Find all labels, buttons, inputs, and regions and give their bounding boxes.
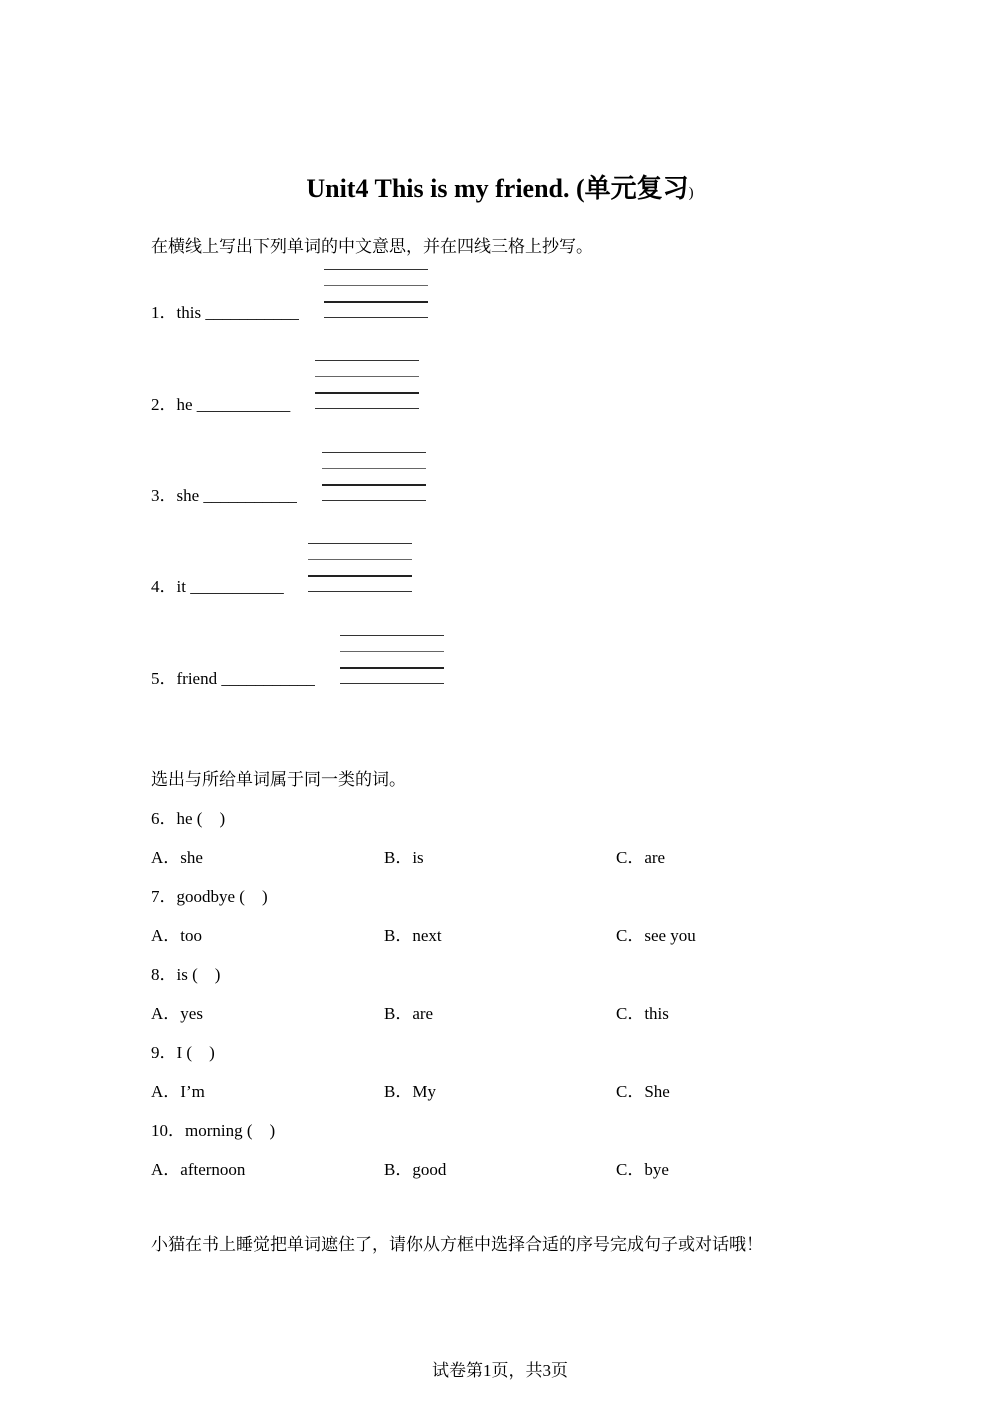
section1-instruction: 在横线上写出下列单词的中文意思，并在四线三格上抄写。 — [151, 237, 593, 257]
option-b[interactable]: B．is — [384, 848, 424, 867]
item-number: 5． — [151, 669, 177, 688]
page-title — [0, 168, 1000, 205]
item-word: friend — [176, 669, 218, 688]
item-number: 2． — [151, 395, 177, 414]
answer-blank[interactable]: ___________ — [196, 395, 291, 414]
option-c[interactable]: C．She — [616, 1082, 670, 1101]
option-b[interactable]: B．are — [384, 1004, 434, 1023]
four-line-grid-4[interactable] — [308, 543, 412, 593]
option-a[interactable]: A．afternoon — [151, 1160, 246, 1179]
option-a[interactable]: A．yes — [151, 1004, 203, 1023]
four-line-grid-3[interactable] — [322, 452, 426, 502]
option-a[interactable]: A．I’m — [151, 1082, 205, 1101]
option-b[interactable]: B．next — [384, 926, 442, 945]
page-footer: 试卷第1页，共3页 — [432, 1361, 568, 1380]
option-c[interactable]: C．this — [616, 1004, 669, 1023]
option-a[interactable]: A．too — [151, 926, 202, 945]
answer-blank[interactable]: ___________ — [205, 303, 299, 322]
option-b[interactable]: B．My — [384, 1082, 436, 1101]
item-number: 3． — [151, 486, 177, 505]
answer-blank[interactable]: ___________ — [203, 486, 297, 505]
item-word: it — [176, 577, 186, 596]
four-line-grid-5[interactable] — [340, 635, 444, 685]
question-6-stem: 6．he ( ) — [151, 809, 226, 828]
item-number: 1． — [151, 303, 177, 322]
question-10-stem: 10．morning ( ) — [151, 1121, 276, 1140]
question-8-stem: 8．is ( ) — [151, 965, 221, 984]
four-line-grid-1[interactable] — [324, 269, 428, 319]
vocab-item-5 — [151, 664, 315, 689]
four-line-grid-2[interactable] — [315, 360, 419, 410]
title-main: Unit4 This is my friend. (单元复习 — [306, 174, 689, 203]
item-word: she — [176, 486, 200, 505]
title-tail: ) — [688, 185, 694, 201]
option-b[interactable]: B．good — [384, 1160, 447, 1179]
vocab-item-2 — [151, 390, 290, 415]
option-c[interactable]: C．see you — [616, 926, 696, 945]
section3-instruction: 小猫在书上睡觉把单词遮住了，请你从方框中选择合适的序号完成句子或对话哦！ — [151, 1235, 763, 1255]
answer-blank[interactable]: ___________ — [221, 669, 315, 688]
question-7-stem: 7．goodbye ( ) — [151, 887, 268, 906]
section2-instruction: 选出与所给单词属于同一类的词。 — [151, 770, 406, 790]
vocab-item-1 — [151, 298, 299, 323]
vocab-item-3 — [151, 481, 297, 506]
question-9-stem: 9．I ( ) — [151, 1043, 215, 1062]
item-word: he — [176, 395, 193, 414]
option-a[interactable]: A．she — [151, 848, 203, 867]
option-c[interactable]: C．bye — [616, 1160, 669, 1179]
vocab-item-4 — [151, 572, 284, 597]
option-c[interactable]: C．are — [616, 848, 666, 867]
answer-blank[interactable]: ___________ — [190, 577, 284, 596]
item-word: this — [176, 303, 202, 322]
item-number: 4． — [151, 577, 177, 596]
